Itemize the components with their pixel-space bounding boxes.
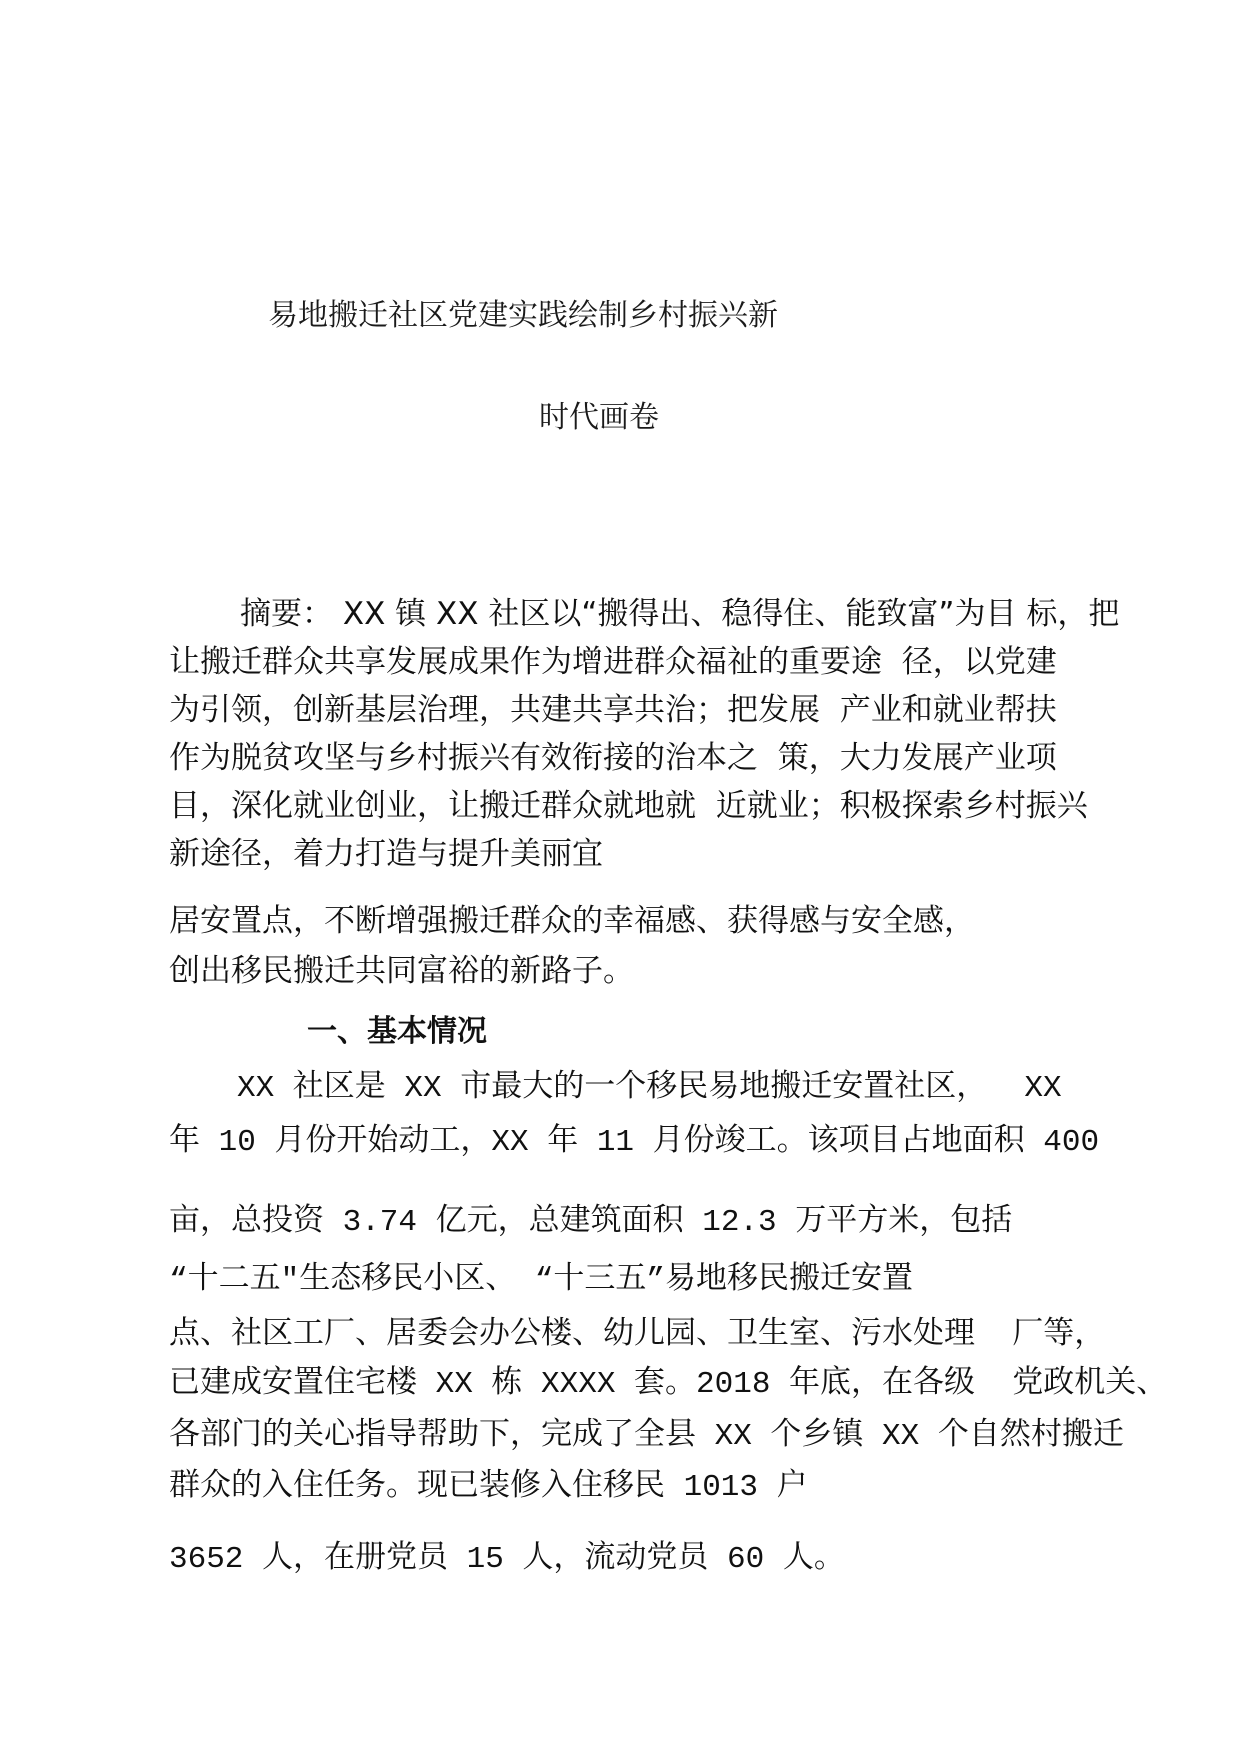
body-line: 亩，总投资 3.74 亿元，总建筑面积 12.3 万平方米，包括 bbox=[169, 1205, 1013, 1240]
abstract-line: 目，深化就业创业，让搬迁群众就地就 近就业；积极探索乡村振兴 bbox=[169, 788, 1088, 824]
body-line: XX 社区是 XX 市最大的一个移民易地搬迁安置社区， XX bbox=[237, 1071, 1062, 1106]
body-line: 各部门的关心指导帮助下，完成了全县 XX 个乡镇 XX 个自然村搬迁 bbox=[169, 1419, 1124, 1454]
document-title-line: 易地搬迁社区党建实践绘制乡村振兴新 bbox=[268, 298, 778, 333]
abstract-line: 让搬迁群众共享发展成果作为增进群众福祉的重要途 径，以党建 bbox=[169, 644, 1057, 680]
abstract-line: 为引领，创新基层治理，共建共享共治；把发展 产业和就业帮扶 bbox=[169, 692, 1057, 728]
body-line: 已建成安置住宅楼 XX 栋 XXXX 套。2018 年底，在各级 党政机关、 bbox=[169, 1367, 1168, 1402]
body-line: 年 10 月份开始动工，XX 年 11 月份竣工。该项目占地面积 400 bbox=[169, 1125, 1100, 1160]
abstract-line: 作为脱贫攻坚与乡村振兴有效衔接的治本之 策，大力发展产业项 bbox=[169, 740, 1057, 776]
document-title-line: 时代画卷 bbox=[539, 400, 659, 435]
body-line: 点、社区工厂、居委会办公楼、幼儿园、卫生室、污水处理 厂等， bbox=[169, 1318, 1106, 1353]
body-line: “十二五"生态移民小区、 “十三五”易地移民搬迁安置 bbox=[169, 1263, 914, 1298]
abstract-line: 新途径，着力打造与提升美丽宜 bbox=[169, 836, 603, 872]
section-heading: 一、基本情况 bbox=[307, 1014, 487, 1049]
body-line: 群众的入住任务。现已装修入住移民 1013 户 bbox=[169, 1470, 808, 1505]
abstract-line: 摘要： XX 镇 XX 社区以“搬得出、稳得住、能致富”为目 标，把 bbox=[240, 596, 1120, 632]
abstract-line: 居安置点，不断增强搬迁群众的幸福感、获得感与安全感， bbox=[169, 903, 975, 939]
abstract-line: 创出移民搬迁共同富裕的新路子。 bbox=[169, 953, 634, 989]
body-line: 3652 人，在册党员 15 人，流动党员 60 人。 bbox=[169, 1542, 845, 1577]
